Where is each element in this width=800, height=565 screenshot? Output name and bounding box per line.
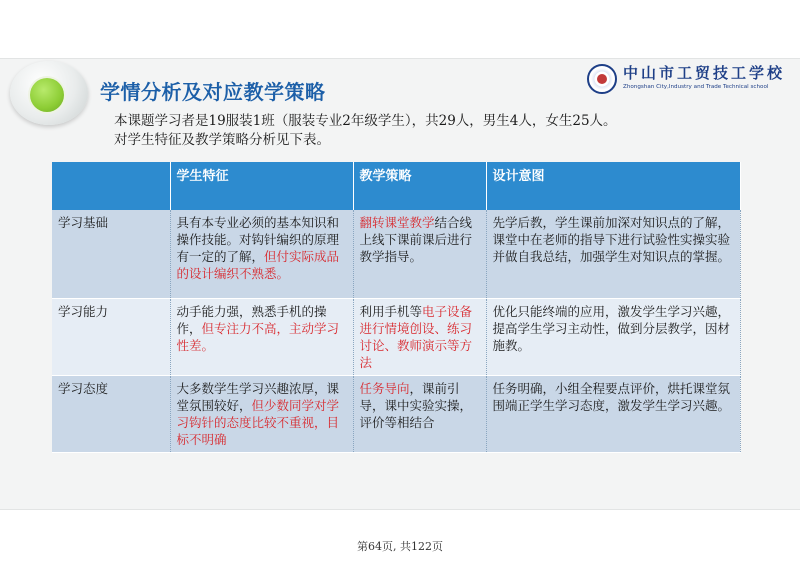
school-logo — [587, 64, 787, 98]
green-dot-icon — [30, 78, 64, 112]
strategy-highlight-text: 翻转课堂教学 — [359, 215, 435, 230]
feature-cell — [170, 376, 353, 453]
strategy-cell — [353, 376, 486, 453]
strategy-cell — [353, 210, 486, 299]
strategy-cell — [353, 299, 486, 376]
intent-cell: 优化只能终端的应用，激发学生学习兴趣，提高学生学习主动性，做到分层教学，因材施教。 — [486, 299, 740, 376]
feature-highlight-text: 但付实际成品的设计编织不熟悉。 — [176, 249, 340, 281]
feature-cell — [170, 210, 353, 299]
strategy-highlight-text: 电子设备进行情境创设、练习讨论、教师演示等方法 — [359, 304, 473, 370]
strategy-normal-text: ，课前引导，课中实验实操，评价等相结合 — [359, 381, 473, 430]
strategy-table — [52, 162, 741, 453]
feature-highlight-text: 但少数同学对学习钩针的态度比较不重视，目标不明确 — [176, 398, 340, 447]
table-row — [52, 299, 740, 376]
row-label: 学习态度 — [52, 376, 170, 453]
page-number: 第64页, 共122页 — [357, 540, 443, 553]
table-header-intent: 设计意图 — [486, 162, 740, 210]
school-name-cn: 中山市工贸技工学校 — [623, 64, 786, 82]
table-header-empty — [52, 162, 170, 210]
strategy-normal-text: 结合线上线下课前课后进行教学指导。 — [359, 215, 473, 264]
strategy-highlight-text: 任务导向 — [359, 381, 410, 396]
intro-text — [114, 112, 734, 150]
row-label: 学习基础 — [52, 210, 170, 299]
intro-line-2: 对学生特征及教学策略分析见下表。 — [114, 132, 330, 148]
strategy-normal-text: 利用手机等 — [359, 304, 423, 319]
intro-line-1: 本课题学习者是19服装1班（服装专业2年级学生），共29人，男生4人，女生25人。 — [114, 113, 617, 129]
feature-highlight-text: 但专注力不高，主动学习性差。 — [176, 321, 340, 353]
table-row — [52, 376, 740, 453]
table-header-feature: 学生特征 — [170, 162, 353, 210]
feature-normal-text: 具有本专业必须的基本知识和操作技能。对钩针编织的原理有一定的了解， — [176, 215, 340, 264]
feature-normal-text: 动手能力强，熟悉手机的操作， — [176, 304, 327, 336]
table-header-strategy: 教学策略 — [353, 162, 486, 210]
school-name-en: Zhongshan City,Industry and Trade Technical school — [623, 84, 769, 90]
table-header-row — [52, 162, 740, 210]
school-seal-icon — [587, 64, 617, 94]
intent-cell: 任务明确，小组全程要点评价，烘托课堂氛围端正学生学习态度，激发学生学习兴趣。 — [486, 376, 740, 453]
feature-cell — [170, 299, 353, 376]
page-title: 学情分析及对应教学策略 — [100, 80, 326, 104]
table-row — [52, 210, 740, 299]
intent-cell: 先学后教，学生课前加深对知识点的了解，课堂中在老师的指导下进行试验性实操实验并做自我总结，加强学生对知识点的掌握。 — [486, 210, 740, 299]
row-label: 学习能力 — [52, 299, 170, 376]
feature-normal-text: 大多数学生学习兴趣浓厚，课堂氛围较好， — [176, 381, 340, 413]
